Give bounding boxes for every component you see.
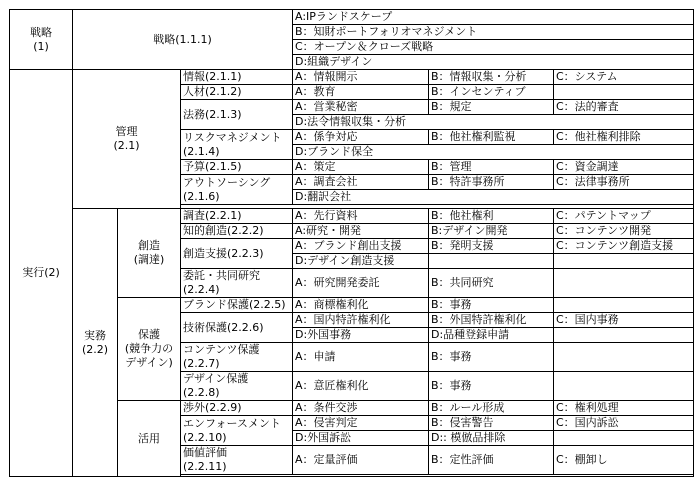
item-b: B：インセンティブ	[429, 85, 554, 100]
item-name	[181, 372, 293, 401]
item-b: B：管理	[429, 160, 554, 175]
item-c: C：コンテンツ開発	[554, 224, 694, 239]
protection-sub2: デザイン)	[125, 356, 173, 369]
item-name	[181, 416, 293, 446]
item-a: A：ブランド創出支援	[293, 239, 429, 254]
item-c: C：他社権利排除	[554, 130, 694, 145]
item-b: B：情報収集・分析	[429, 70, 554, 85]
item-e: D:: 模倣品排除	[429, 431, 554, 446]
item-c: C：システム	[554, 70, 694, 85]
item-d: D:ブランド保全	[293, 145, 694, 160]
item-b: B：外国特許権利化	[429, 313, 554, 328]
item-c	[554, 269, 694, 298]
item-name: 創造支援(2.2.3)	[181, 239, 293, 269]
item-c: C：資金調達	[554, 160, 694, 175]
spacer-row	[181, 475, 694, 477]
item-b: B：ルール形成	[429, 401, 554, 416]
item-c: C：パテントマップ	[554, 209, 694, 224]
strategy-item: D:組織デザイン	[293, 55, 694, 70]
item-a: A：申請	[293, 343, 429, 372]
item-name-line2: (2.2.7)	[183, 357, 220, 370]
item-a: A：情報開示	[293, 70, 429, 85]
item-name: 人材(2.1.2)	[181, 85, 293, 100]
creation-sub: (調達)	[133, 253, 165, 266]
item-name-line1: アウトソーシング	[183, 175, 271, 189]
protection-label: 保護	[138, 328, 160, 341]
item-a: A：侵害判定	[293, 416, 429, 431]
item-c: C：法律事務所	[554, 175, 694, 190]
item-a: A：意匠権利化	[293, 372, 429, 401]
item-name-line1: リスクマネジメント	[183, 130, 282, 144]
item-a: A：策定	[293, 160, 429, 175]
strategy-item: C：オープン＆クローズ戦略	[293, 40, 694, 55]
item-b: B：他社権利監視	[429, 130, 554, 145]
item-c: C：コンテンツ創造支援	[554, 239, 694, 254]
item-b: B：規定	[429, 100, 554, 115]
item-b: B：事務	[429, 298, 554, 313]
management-cell	[73, 70, 181, 209]
strategy-sub-label: 戦略(1.1.1)	[73, 10, 293, 70]
item-e: D:品種登録申請	[429, 328, 554, 343]
item-a: A：定量評価	[293, 446, 429, 475]
item-b: B：定性評価	[429, 446, 554, 475]
management-number: (2.1)	[113, 139, 140, 152]
item-b: B：事務	[429, 372, 554, 401]
item-a: A：係争対応	[293, 130, 429, 145]
item-a: A：国内特許権利化	[293, 313, 429, 328]
item-name-line1: コンテンツ保護	[183, 343, 260, 356]
jitsumu-label: 実務	[84, 328, 106, 342]
item-b: B：共同研究	[429, 269, 554, 298]
utilization-label: 活用	[118, 401, 181, 477]
item-b: B：発明支援	[429, 239, 554, 254]
item-c	[554, 85, 694, 100]
item-name: 法務(2.1.3)	[181, 100, 293, 130]
item-a: A：調査会社	[293, 175, 429, 190]
jitsumu-number: (2.2)	[81, 342, 109, 356]
item-a: A：先行資料	[293, 209, 429, 224]
creation-label: 創造	[138, 239, 160, 252]
strategy-number: (1)	[33, 39, 49, 53]
item-name-line1: エンフォースメント	[183, 416, 281, 430]
item-a: A：研究開発委託	[293, 269, 429, 298]
item-c	[554, 372, 694, 401]
creation-cell	[118, 209, 181, 298]
item-name: 技術保護(2.2.6)	[181, 313, 293, 343]
item-c	[554, 298, 694, 313]
item-name-line1: 委託・共同研究	[183, 269, 260, 282]
item-name	[181, 130, 293, 160]
item-b: B：事務	[429, 343, 554, 372]
item-b: B：侵害警告	[429, 416, 554, 431]
item-c: C：国内事務	[554, 313, 694, 328]
item-name: ブランド保護(2.2.5)	[181, 298, 293, 313]
item-name-line1: デザイン保護	[183, 372, 249, 385]
protection-sub1: (競争力の	[124, 342, 174, 355]
protection-cell	[118, 298, 181, 401]
item-name-line1: 価値評価	[183, 446, 227, 459]
item-name	[181, 175, 293, 205]
item-name	[181, 446, 293, 475]
item-name: 予算(2.1.5)	[181, 160, 293, 175]
item-d: D:法令情報収集・分析	[293, 115, 694, 130]
item-name	[181, 269, 293, 298]
strategy-item: B：知財ポートフォリオマネジメント	[293, 25, 694, 40]
item-b: B：他社権利	[429, 209, 554, 224]
item-name: 渉外(2.2.9)	[181, 401, 293, 416]
item-name: 知的創造(2.2.2)	[181, 224, 293, 239]
item-name-line2: (2.2.4)	[183, 283, 220, 296]
item-c: C：国内訴訟	[554, 416, 694, 431]
item-name-line2: (2.2.11)	[183, 460, 227, 473]
jitsumu-cell	[73, 209, 118, 477]
strategy-label: 戦略	[30, 25, 52, 39]
item-name-line2: (2.1.4)	[183, 144, 220, 158]
item-name	[181, 343, 293, 372]
framework-table-wrap	[9, 9, 694, 477]
item-d: D:外国事務	[293, 328, 429, 343]
item-name-line2: (2.2.10)	[183, 430, 227, 444]
item-d: D:翻訳会社	[293, 190, 694, 205]
item-c	[554, 343, 694, 372]
item-c: C：棚卸し	[554, 446, 694, 475]
strategy-item: A:IPランドスケープ	[293, 10, 694, 25]
item-c: C：法的審査	[554, 100, 694, 115]
item-name: 調査(2.2.1)	[181, 209, 293, 224]
item-a: A：条件交渉	[293, 401, 429, 416]
item-d: D:デザイン創造支援	[293, 254, 429, 269]
item-d: D:外国訴訟	[293, 431, 429, 446]
ip-framework-table	[9, 9, 694, 477]
item-c: C：権利処理	[554, 401, 694, 416]
item-a: A：教育	[293, 85, 429, 100]
management-label: 管理	[115, 125, 138, 138]
item-a: A:研究・開発	[293, 224, 429, 239]
item-a: A：商標権利化	[293, 298, 429, 313]
item-b: B:デザイン開発	[429, 224, 554, 239]
item-name: 情報(2.1.1)	[181, 70, 293, 85]
item-name-line2: (2.1.6)	[183, 189, 220, 203]
item-name-line2: (2.2.8)	[183, 386, 220, 399]
item-a: A：営業秘密	[293, 100, 429, 115]
strategy-cell	[10, 10, 73, 70]
item-b: B：特許事務所	[429, 175, 554, 190]
execution-label: 実行(2)	[10, 70, 73, 477]
